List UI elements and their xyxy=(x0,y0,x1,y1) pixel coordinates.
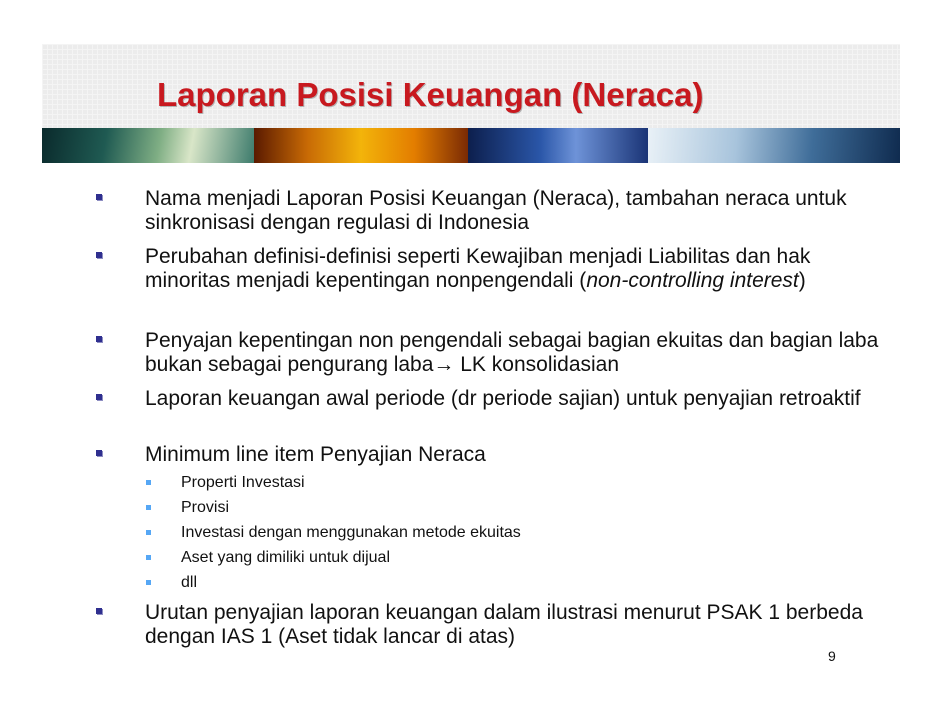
sub-bullet-icon xyxy=(146,530,151,535)
bullet-text: Nama menjadi Laporan Posisi Keuangan (Neraca), tambahan neraca untuk sinkronisasi dengan regulasi di Indonesia xyxy=(145,187,847,234)
bullet-text: Laporan keuangan awal periode (dr periode sajian) untuk penyajian retroaktif xyxy=(145,387,861,410)
header-photo-keyboard xyxy=(648,128,900,163)
sub-bullet-text: dll xyxy=(181,574,198,591)
bullet-text xyxy=(145,329,885,377)
bullet-text xyxy=(145,245,885,293)
slide-title: Laporan Posisi Keuangan (Neraca) xyxy=(157,76,704,113)
header-photo-strip xyxy=(42,128,900,163)
bullet-text-part: ) xyxy=(798,269,806,292)
header-photo-nature xyxy=(42,128,254,163)
arrow-right-icon: → xyxy=(433,353,455,376)
square-bullet-icon xyxy=(96,252,102,258)
bullet-text-italic: non-controlling interest xyxy=(586,269,799,292)
square-bullet-icon xyxy=(96,336,102,342)
square-bullet-icon xyxy=(96,450,102,456)
sub-bullet-text: Provisi xyxy=(181,499,230,516)
sub-bullet-text: Aset yang dimiliki untuk dijual xyxy=(181,549,390,566)
sub-bullet-icon xyxy=(146,480,151,485)
bullet-text: Urutan penyajian laporan keuangan dalam ilustrasi menurut PSAK 1 berbeda dengan IAS 1 (Aset tidak lancar di atas) xyxy=(145,601,863,648)
square-bullet-icon xyxy=(96,194,102,200)
bullet-text-part: Penyajan kepentingan non pengendali sebagai bagian ekuitas dan bagian laba bukan sebagai pengurang laba xyxy=(145,329,879,376)
square-bullet-icon xyxy=(96,608,102,614)
sub-bullet-icon xyxy=(146,580,151,585)
page-number: 9 xyxy=(828,648,836,664)
header-photo-machinery xyxy=(254,128,468,163)
bullet-text-part: Perubahan definisi-definisi seperti Kewajiban menjadi Liabilitas dan hak minoritas menjadi kepentingan nonpengendali ( xyxy=(145,245,811,292)
sub-bullet-text: Investasi dengan menggunakan metode ekuitas xyxy=(181,524,521,541)
header-photo-laboratory xyxy=(468,128,648,163)
bullet-text: Minimum line item Penyajian Neraca xyxy=(145,443,486,466)
bullet-text-part: LK konsolidasian xyxy=(454,353,620,376)
sub-bullet-icon xyxy=(146,555,151,560)
sub-bullet-text: Properti Investasi xyxy=(181,474,305,491)
sub-bullet-icon xyxy=(146,505,151,510)
square-bullet-icon xyxy=(96,394,102,400)
